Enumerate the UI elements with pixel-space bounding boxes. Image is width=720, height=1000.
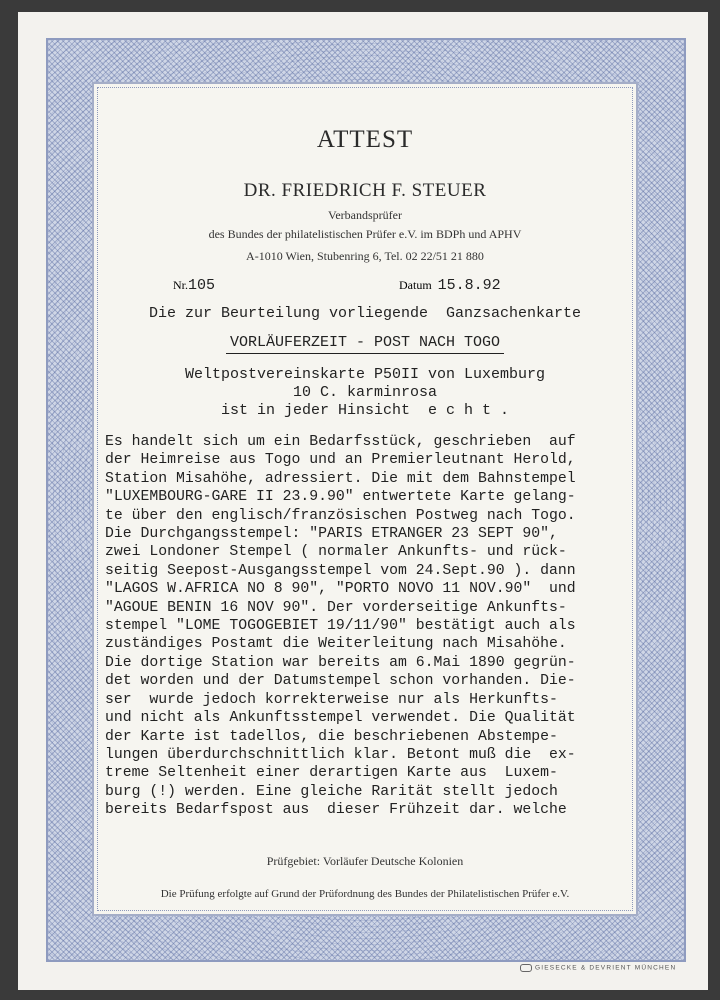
body-line: der Karte ist tadellos, die beschriebenen Abstempe- bbox=[105, 728, 558, 745]
certificate-title: ATTEST bbox=[316, 126, 414, 153]
body-line: zwei Londoner Stempel ( normaler Ankunfts- und rück- bbox=[105, 544, 567, 561]
association-line: des Bundes der philatelistischen Prüfer e.V. im BDPh und APHV bbox=[208, 227, 522, 241]
expert-role: Verbandsprüfer bbox=[328, 208, 402, 222]
printer-logo-icon bbox=[520, 964, 532, 972]
printer-name: GIESECKE & DEVRIENT MÜNCHEN bbox=[535, 964, 677, 972]
headline bbox=[94, 334, 636, 351]
number-value: 105 bbox=[188, 277, 216, 294]
body-line: treme Seltenheit einer derartigen Karte aus Luxem- bbox=[105, 765, 558, 782]
body-line: seitig Seepost-Ausgangsstempel vom 24.Sept.90 ). dann bbox=[105, 562, 576, 579]
body-line: Es handelt sich um ein Bedarfsstück, geschrieben auf bbox=[105, 434, 576, 450]
examination-field: Prüfgebiet: Vorläufer Deutsche Kolonien bbox=[266, 854, 464, 868]
body-line: stempel "LOME TOGOGEBIET 19/11/90" bestätigt auch als bbox=[105, 618, 576, 635]
date-value: 15.8.92 bbox=[437, 277, 501, 294]
certificate-number bbox=[173, 277, 215, 294]
body-line: Die dortige Station war bereits am 6.Mai 1890 gegrün- bbox=[105, 654, 576, 671]
expert-name: DR. FRIEDRICH F. STEUER bbox=[243, 180, 487, 201]
body-line: det worden und der Datumstempel schon vorhanden. Die- bbox=[105, 673, 576, 690]
headline-text: VORLÄUFERZEIT - POST NACH TOGO bbox=[226, 334, 504, 354]
body-line: "LUXEMBOURG-GARE II 23.9.90" entwertete Karte gelang- bbox=[105, 489, 576, 506]
footer-note: Die Prüfung erfolgte auf Grund der Prüfordnung des Bundes der Philatelistischen Prüfer e.V. bbox=[160, 888, 570, 900]
body-line: lungen überdurchschnittlich klar. Betont muß die ex- bbox=[105, 746, 576, 763]
body-line: te über den englisch/französischen Postweg nach Togo. bbox=[105, 507, 576, 524]
card-line-3: ist in jeder Hinsicht e c h t . bbox=[220, 402, 510, 419]
date-label: Datum bbox=[399, 278, 432, 292]
body-line: Die Durchgangsstempel: "PARIS ETRANGER 23 SEPT 90", bbox=[105, 526, 558, 543]
certificate-panel bbox=[92, 82, 638, 916]
body-line: ser wurde jedoch korrekterweise nur als Herkunfts- bbox=[105, 691, 558, 708]
card-line-2: 10 C. karminrosa bbox=[292, 384, 438, 401]
body-line: der Heimreise aus Togo und an Premierleutnant Herold, bbox=[105, 452, 576, 469]
number-label: Nr. bbox=[173, 278, 188, 292]
intro-line: Die zur Beurteilung vorliegende Ganzsachenkarte bbox=[148, 305, 582, 322]
printer-imprint bbox=[520, 964, 676, 972]
card-line-1: Weltpostvereinskarte P50II von Luxemburg bbox=[184, 366, 546, 383]
body-line: "AGOUE BENIN 16 NOV 90". Der vorderseitige Ankunfts- bbox=[105, 599, 567, 616]
certificate-body bbox=[105, 433, 631, 820]
certificate-date bbox=[399, 277, 501, 294]
address-line: A-1010 Wien, Stubenring 6, Tel. 02 22/51 21 880 bbox=[246, 249, 484, 263]
body-line: burg (!) werden. Eine gleiche Rarität stellt jedoch bbox=[105, 783, 558, 800]
body-line: und nicht als Ankunftsstempel verwendet. Die Qualität bbox=[105, 710, 576, 727]
body-line: "LAGOS W.AFRICA NO 8 90", "PORTO NOVO 11 NOV.90" und bbox=[105, 581, 576, 598]
body-line: bereits Bedarfspost aus dieser Frühzeit dar. welche bbox=[105, 802, 567, 819]
body-line: Station Misahöhe, adressiert. Die mit dem Bahnstempel bbox=[105, 470, 576, 487]
body-line: zuständiges Postamt die Weiterleitung nach Misahöhe. bbox=[105, 636, 567, 653]
